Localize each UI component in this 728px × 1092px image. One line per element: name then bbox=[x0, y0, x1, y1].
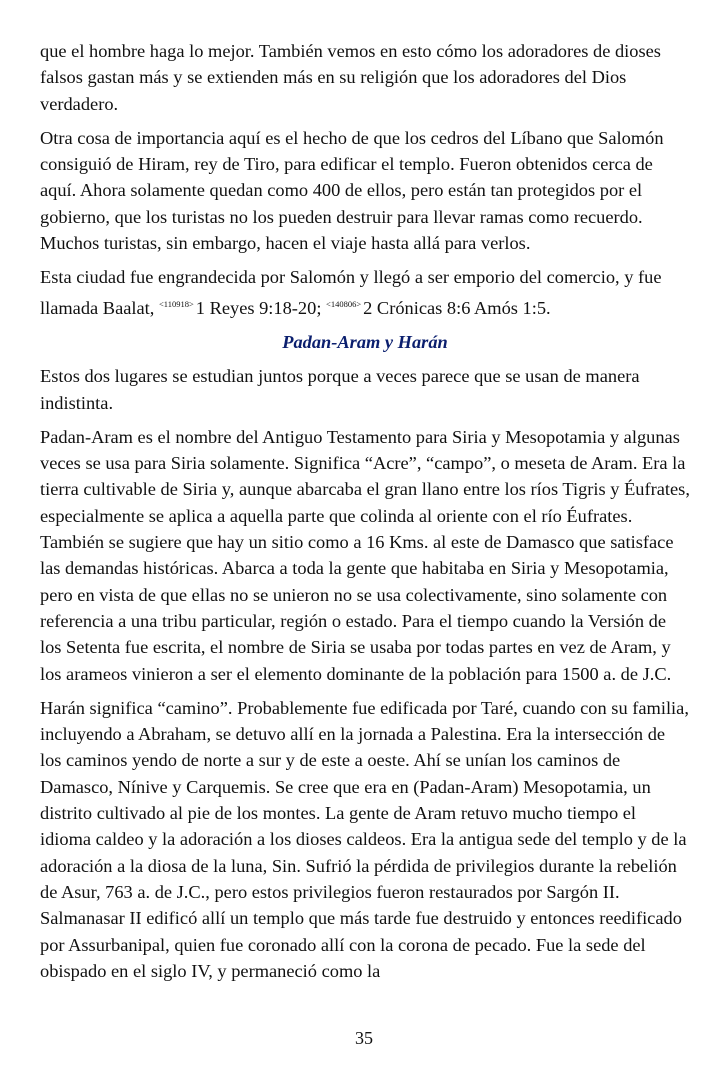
page-number: 35 bbox=[355, 1028, 373, 1048]
reference-link-2[interactable]: <140806> bbox=[326, 298, 362, 309]
paragraph-hombre: que el hombre haga lo mejor. También vemos en esto cómo los adoradores de dioses falsos gastan más y se extienden más en su religión que los adoradores del Dios verdadero. bbox=[40, 41, 661, 114]
paragraph-baalat-text: Esta ciudad fue engrandecida por Salomón y llegó a ser emporio del comercio, y fue llamada Baalat, bbox=[40, 267, 662, 318]
section-heading: Padan-Aram y Harán bbox=[282, 331, 448, 352]
paragraph-baalat bbox=[40, 264, 690, 321]
citation-cronicas: 2 Crónicas 8:6 Amós 1:5. bbox=[363, 297, 551, 318]
paragraph-intro: Estos dos lugares se estudian juntos porque a veces parece que se usan de manera indistinta. bbox=[40, 366, 640, 413]
reference-link-1[interactable]: <110918> bbox=[159, 298, 194, 309]
paragraph-cedros: Otra cosa de importancia aquí es el hecho de que los cedros del Líbano que Salomón consiguió de Hiram, rey de Tiro, para edificar el templo. Fueron obtenidos cerca de aquí. Ahora solamente quedan como 400 de ellos, pero están tan protegidos por el gobierno, que los turistas no los pueden destruir para llevar ramas como recuerdo. Muchos turistas, sin embargo, hacen el viaje hasta allá para verlos. bbox=[40, 127, 664, 254]
citation-reyes: 1 Reyes 9:18-20; bbox=[195, 297, 322, 318]
document-page bbox=[40, 38, 690, 992]
paragraph-haran: Harán significa “camino”. Probablemente fue edificada por Taré, cuando con su familia, incluyendo a Abraham, se detuvo allí en la jornada a Palestina. Era la intersección de los caminos yendo de norte a sur y de este a oeste. Ahí se unían los caminos de Damasco, Nínive y Carquemis. Se cree que era en (Padan-Aram) Mesopotamia, un distrito cultivado al pie de los montes. La gente de Aram retuvo mucho tiempo el idioma caldeo y la adoración a los dioses caldeos. Era la antigua sede del templo y de la adoración a la diosa de la luna, Sin. Sufrió la pérdida de privilegios durante la rebelión de Asur, 763 a. de J.C., pero estos privilegios fueron restaurados por Sargón II. Salmanasar II edificó allí un templo que más tarde fue destruido y entonces reedificado por Assurbanipal, quien fue coronado allí con la corona de pecado. Fue la sede del obispado en el siglo IV, y permaneció como la bbox=[40, 697, 689, 981]
paragraph-padan-aram: Padan-Aram es el nombre del Antiguo Testamento para Siria y Mesopotamia y algunas veces se usa para Siria solamente. Significa “Acre”, “campo”, o meseta de Aram. Era la tierra cultivable de Siria y, aunque abarcaba el gran llano entre los ríos Tigris y Éufrates, especialmente se aplica a aquella parte que colinda al oriente con el río Éufrates. También se sugiere que hay un sitio como a 16 Kms. al este de Damasco que satisface las demandas históricas. Abarca a toda la gente que habitaba en Siria y Mesopotamia, pero en vista de que ellas no se unieron no se usa colectivamente, sino solamente con referencia a una tribu particular, región o estado. Para el tiempo cuando la Versión de los Setenta fue escrita, el nombre de Siria se usaba por todas partes en vez de Aram, y los arameos vinieron a ser el elemento dominante de la población para 1500 a. de J.C. bbox=[40, 426, 690, 684]
